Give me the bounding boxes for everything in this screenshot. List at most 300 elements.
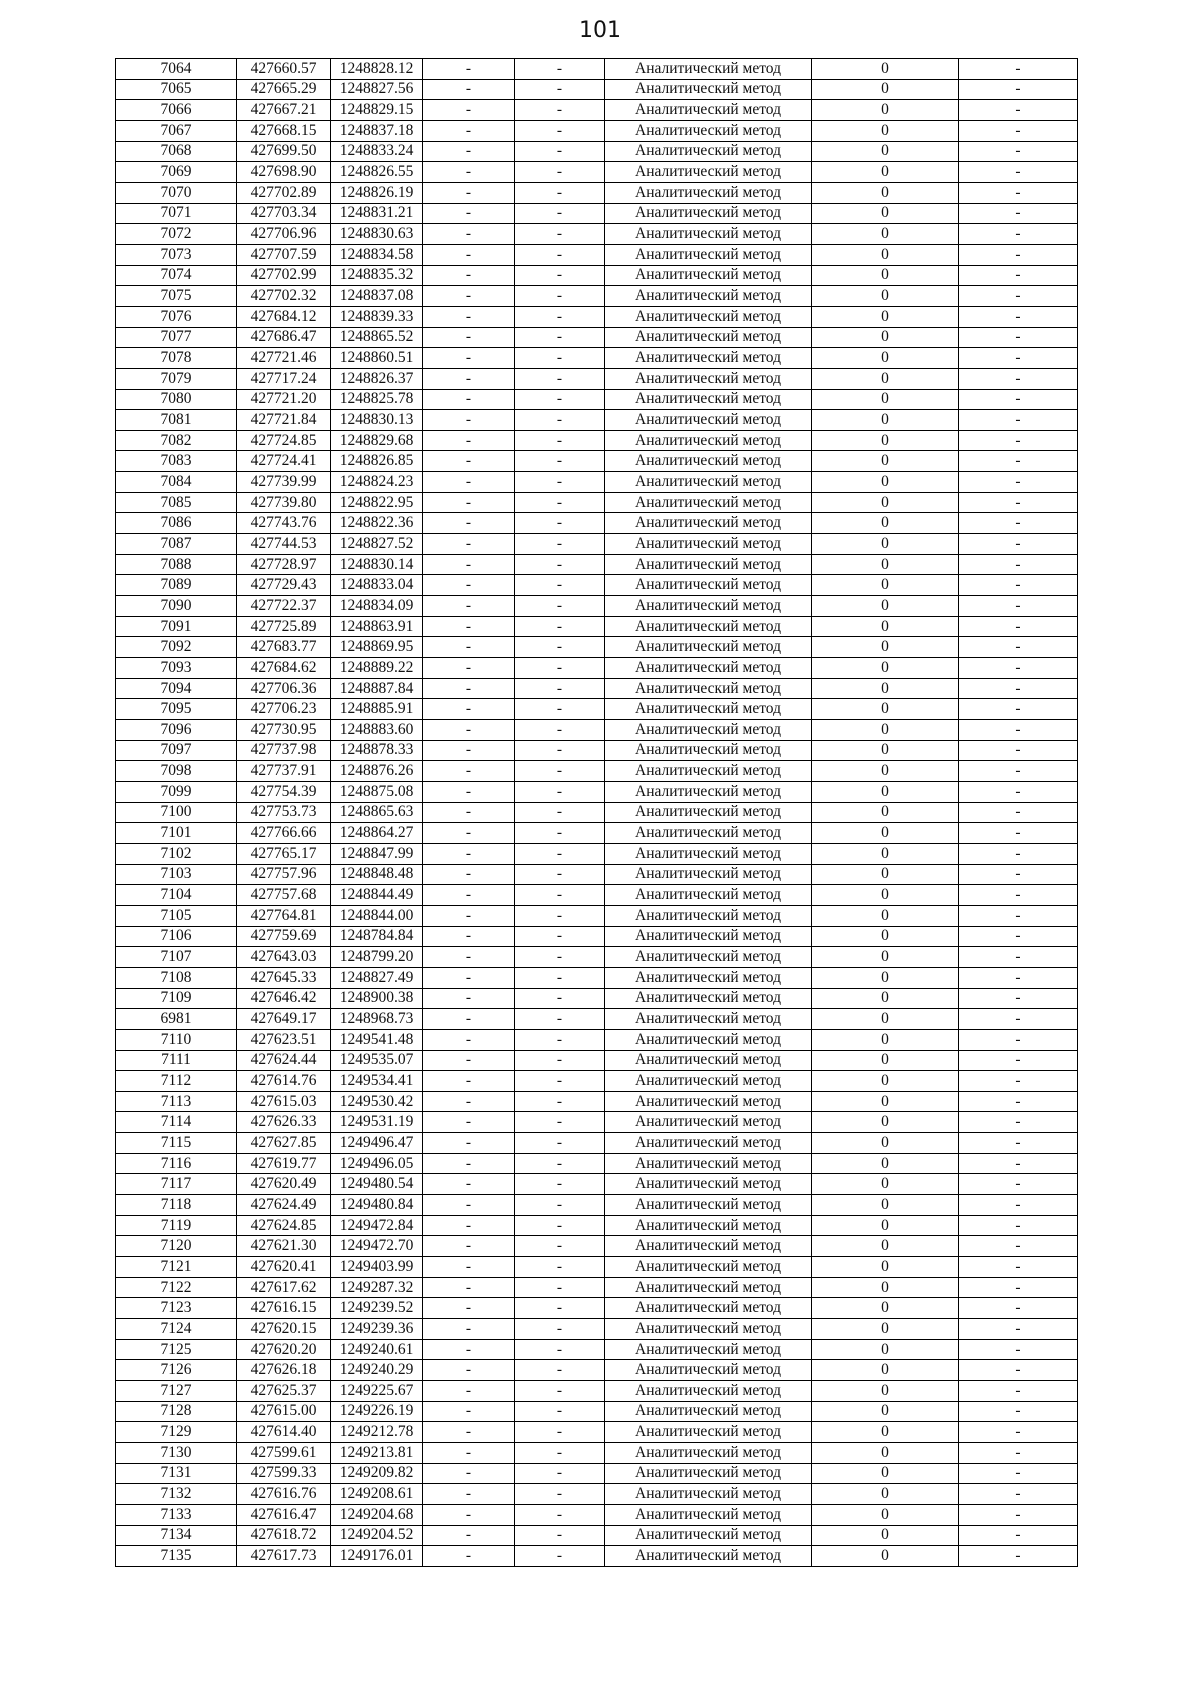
table-row: [116, 513, 1078, 534]
col5-dash-cell: -: [515, 1050, 605, 1071]
col8-dash-cell: -: [959, 286, 1078, 307]
col4-dash-cell: -: [423, 1009, 515, 1030]
col5-dash-cell: -: [515, 224, 605, 245]
y-coordinate-cell: 1248864.27: [331, 823, 423, 844]
y-coordinate-cell: 1248799.20: [331, 947, 423, 968]
method-cell: Аналитический метод: [605, 554, 812, 575]
method-cell: Аналитический метод: [605, 1277, 812, 1298]
point-number-cell: 7073: [116, 244, 237, 265]
point-number-cell: 7127: [116, 1381, 237, 1402]
col5-dash-cell: -: [515, 182, 605, 203]
error-cell: 0: [812, 1112, 959, 1133]
x-coordinate-cell: 427737.98: [237, 740, 331, 761]
table-row: [116, 596, 1078, 617]
x-coordinate-cell: 427703.34: [237, 203, 331, 224]
col4-dash-cell: -: [423, 224, 515, 245]
point-number-cell: 7089: [116, 575, 237, 596]
col5-dash-cell: -: [515, 1360, 605, 1381]
y-coordinate-cell: 1249240.61: [331, 1339, 423, 1360]
point-number-cell: 7078: [116, 348, 237, 369]
error-cell: 0: [812, 1422, 959, 1443]
table-row: [116, 203, 1078, 224]
col4-dash-cell: -: [423, 1071, 515, 1092]
col4-dash-cell: -: [423, 843, 515, 864]
col8-dash-cell: -: [959, 1236, 1078, 1257]
table-row: [116, 1009, 1078, 1030]
y-coordinate-cell: 1248860.51: [331, 348, 423, 369]
y-coordinate-cell: 1248833.04: [331, 575, 423, 596]
point-number-cell: 7133: [116, 1504, 237, 1525]
col4-dash-cell: -: [423, 1298, 515, 1319]
col8-dash-cell: -: [959, 1091, 1078, 1112]
col4-dash-cell: -: [423, 513, 515, 534]
col8-dash-cell: -: [959, 1153, 1078, 1174]
col8-dash-cell: -: [959, 306, 1078, 327]
x-coordinate-cell: 427765.17: [237, 843, 331, 864]
y-coordinate-cell: 1249226.19: [331, 1401, 423, 1422]
method-cell: Аналитический метод: [605, 1319, 812, 1340]
col8-dash-cell: -: [959, 1215, 1078, 1236]
method-cell: Аналитический метод: [605, 141, 812, 162]
col5-dash-cell: -: [515, 534, 605, 555]
col8-dash-cell: -: [959, 1009, 1078, 1030]
col4-dash-cell: -: [423, 1401, 515, 1422]
point-number-cell: 7129: [116, 1422, 237, 1443]
col8-dash-cell: -: [959, 1029, 1078, 1050]
x-coordinate-cell: 427724.85: [237, 430, 331, 451]
col4-dash-cell: -: [423, 781, 515, 802]
point-number-cell: 7118: [116, 1195, 237, 1216]
table-row: [116, 79, 1078, 100]
y-coordinate-cell: 1248844.00: [331, 905, 423, 926]
y-coordinate-cell: 1248829.15: [331, 100, 423, 121]
x-coordinate-cell: 427739.80: [237, 492, 331, 513]
col8-dash-cell: -: [959, 1484, 1078, 1505]
x-coordinate-cell: 427620.15: [237, 1319, 331, 1340]
col5-dash-cell: -: [515, 885, 605, 906]
method-cell: Аналитический метод: [605, 513, 812, 534]
point-number-cell: 7076: [116, 306, 237, 327]
x-coordinate-cell: 427754.39: [237, 781, 331, 802]
method-cell: Аналитический метод: [605, 451, 812, 472]
y-coordinate-cell: 1248835.32: [331, 265, 423, 286]
method-cell: Аналитический метод: [605, 1071, 812, 1092]
col5-dash-cell: -: [515, 59, 605, 80]
table-row: [116, 1112, 1078, 1133]
table-row: [116, 864, 1078, 885]
col8-dash-cell: -: [959, 1339, 1078, 1360]
table-row: [116, 699, 1078, 720]
y-coordinate-cell: 1249472.84: [331, 1215, 423, 1236]
col8-dash-cell: -: [959, 1360, 1078, 1381]
method-cell: Аналитический метод: [605, 864, 812, 885]
table-row: [116, 265, 1078, 286]
x-coordinate-cell: 427619.77: [237, 1153, 331, 1174]
y-coordinate-cell: 1248844.49: [331, 885, 423, 906]
point-number-cell: 7092: [116, 637, 237, 658]
point-number-cell: 7067: [116, 120, 237, 141]
table-row: [116, 244, 1078, 265]
x-coordinate-cell: 427625.37: [237, 1381, 331, 1402]
y-coordinate-cell: 1248883.60: [331, 720, 423, 741]
table-row: [116, 720, 1078, 741]
point-number-cell: 7122: [116, 1277, 237, 1298]
x-coordinate-cell: 427627.85: [237, 1133, 331, 1154]
y-coordinate-cell: 1249496.47: [331, 1133, 423, 1154]
col4-dash-cell: -: [423, 699, 515, 720]
col5-dash-cell: -: [515, 637, 605, 658]
y-coordinate-cell: 1248824.23: [331, 472, 423, 493]
method-cell: Аналитический метод: [605, 100, 812, 121]
x-coordinate-cell: 427616.76: [237, 1484, 331, 1505]
error-cell: 0: [812, 1504, 959, 1525]
x-coordinate-cell: 427599.33: [237, 1463, 331, 1484]
method-cell: Аналитический метод: [605, 120, 812, 141]
y-coordinate-cell: 1248865.63: [331, 802, 423, 823]
point-number-cell: 7074: [116, 265, 237, 286]
error-cell: 0: [812, 781, 959, 802]
col8-dash-cell: -: [959, 1525, 1078, 1546]
col4-dash-cell: -: [423, 286, 515, 307]
col8-dash-cell: -: [959, 182, 1078, 203]
x-coordinate-cell: 427699.50: [237, 141, 331, 162]
col4-dash-cell: -: [423, 327, 515, 348]
table-row: [116, 1463, 1078, 1484]
col4-dash-cell: -: [423, 616, 515, 637]
table-row: [116, 947, 1078, 968]
x-coordinate-cell: 427706.36: [237, 678, 331, 699]
point-number-cell: 7071: [116, 203, 237, 224]
y-coordinate-cell: 1249541.48: [331, 1029, 423, 1050]
col8-dash-cell: -: [959, 781, 1078, 802]
table-row: [116, 389, 1078, 410]
col4-dash-cell: -: [423, 451, 515, 472]
col5-dash-cell: -: [515, 244, 605, 265]
table-row: [116, 1133, 1078, 1154]
x-coordinate-cell: 427626.33: [237, 1112, 331, 1133]
point-number-cell: 7106: [116, 926, 237, 947]
point-number-cell: 7077: [116, 327, 237, 348]
col5-dash-cell: -: [515, 1442, 605, 1463]
col4-dash-cell: -: [423, 492, 515, 513]
table-row: [116, 1029, 1078, 1050]
point-number-cell: 7108: [116, 967, 237, 988]
col8-dash-cell: -: [959, 348, 1078, 369]
point-number-cell: 7064: [116, 59, 237, 80]
col8-dash-cell: -: [959, 1381, 1078, 1402]
x-coordinate-cell: 427722.37: [237, 596, 331, 617]
point-number-cell: 7124: [116, 1319, 237, 1340]
col4-dash-cell: -: [423, 162, 515, 183]
x-coordinate-cell: 427743.76: [237, 513, 331, 534]
point-number-cell: 7099: [116, 781, 237, 802]
col5-dash-cell: -: [515, 1484, 605, 1505]
col4-dash-cell: -: [423, 1463, 515, 1484]
method-cell: Аналитический метод: [605, 1091, 812, 1112]
x-coordinate-cell: 427626.18: [237, 1360, 331, 1381]
col5-dash-cell: -: [515, 1319, 605, 1340]
method-cell: Аналитический метод: [605, 59, 812, 80]
table-row: [116, 410, 1078, 431]
x-coordinate-cell: 427660.57: [237, 59, 331, 80]
x-coordinate-cell: 427624.44: [237, 1050, 331, 1071]
table-row: [116, 430, 1078, 451]
error-cell: 0: [812, 182, 959, 203]
x-coordinate-cell: 427665.29: [237, 79, 331, 100]
col4-dash-cell: -: [423, 967, 515, 988]
method-cell: Аналитический метод: [605, 492, 812, 513]
error-cell: 0: [812, 720, 959, 741]
y-coordinate-cell: 1248822.95: [331, 492, 423, 513]
col5-dash-cell: -: [515, 79, 605, 100]
col5-dash-cell: -: [515, 1112, 605, 1133]
point-number-cell: 6981: [116, 1009, 237, 1030]
page-number: 101: [579, 18, 621, 43]
col4-dash-cell: -: [423, 59, 515, 80]
col8-dash-cell: -: [959, 1463, 1078, 1484]
col5-dash-cell: -: [515, 1504, 605, 1525]
col5-dash-cell: -: [515, 843, 605, 864]
error-cell: 0: [812, 368, 959, 389]
table-row: [116, 348, 1078, 369]
point-number-cell: 7088: [116, 554, 237, 575]
table-row: [116, 1422, 1078, 1443]
x-coordinate-cell: 427702.89: [237, 182, 331, 203]
y-coordinate-cell: 1248968.73: [331, 1009, 423, 1030]
col5-dash-cell: -: [515, 410, 605, 431]
method-cell: Аналитический метод: [605, 678, 812, 699]
col4-dash-cell: -: [423, 1050, 515, 1071]
col4-dash-cell: -: [423, 120, 515, 141]
point-number-cell: 7065: [116, 79, 237, 100]
table-row: [116, 1484, 1078, 1505]
col4-dash-cell: -: [423, 926, 515, 947]
col4-dash-cell: -: [423, 554, 515, 575]
method-cell: Аналитический метод: [605, 244, 812, 265]
error-cell: 0: [812, 1174, 959, 1195]
x-coordinate-cell: 427753.73: [237, 802, 331, 823]
table-row: [116, 100, 1078, 121]
col4-dash-cell: -: [423, 988, 515, 1009]
y-coordinate-cell: 1249239.52: [331, 1298, 423, 1319]
col5-dash-cell: -: [515, 1463, 605, 1484]
x-coordinate-cell: 427702.99: [237, 265, 331, 286]
y-coordinate-cell: 1248848.48: [331, 864, 423, 885]
method-cell: Аналитический метод: [605, 1484, 812, 1505]
table-row: [116, 1050, 1078, 1071]
y-coordinate-cell: 1248827.56: [331, 79, 423, 100]
table-row: [116, 823, 1078, 844]
col8-dash-cell: -: [959, 905, 1078, 926]
method-cell: Аналитический метод: [605, 327, 812, 348]
error-cell: 0: [812, 554, 959, 575]
method-cell: Аналитический метод: [605, 1339, 812, 1360]
error-cell: 0: [812, 596, 959, 617]
col8-dash-cell: -: [959, 368, 1078, 389]
col4-dash-cell: -: [423, 1133, 515, 1154]
col8-dash-cell: -: [959, 162, 1078, 183]
error-cell: 0: [812, 864, 959, 885]
point-number-cell: 7120: [116, 1236, 237, 1257]
col8-dash-cell: -: [959, 720, 1078, 741]
method-cell: Аналитический метод: [605, 182, 812, 203]
col4-dash-cell: -: [423, 348, 515, 369]
method-cell: Аналитический метод: [605, 637, 812, 658]
point-number-cell: 7123: [116, 1298, 237, 1319]
table-row: [116, 1339, 1078, 1360]
y-coordinate-cell: 1248830.13: [331, 410, 423, 431]
x-coordinate-cell: 427623.51: [237, 1029, 331, 1050]
table-row: [116, 327, 1078, 348]
table-row: [116, 368, 1078, 389]
point-number-cell: 7079: [116, 368, 237, 389]
y-coordinate-cell: 1248878.33: [331, 740, 423, 761]
y-coordinate-cell: 1249403.99: [331, 1257, 423, 1278]
method-cell: Аналитический метод: [605, 1401, 812, 1422]
x-coordinate-cell: 427737.91: [237, 761, 331, 782]
error-cell: 0: [812, 1050, 959, 1071]
col4-dash-cell: -: [423, 265, 515, 286]
col8-dash-cell: -: [959, 59, 1078, 80]
point-number-cell: 7095: [116, 699, 237, 720]
point-number-cell: 7128: [116, 1401, 237, 1422]
col4-dash-cell: -: [423, 864, 515, 885]
point-number-cell: 7125: [116, 1339, 237, 1360]
error-cell: 0: [812, 1360, 959, 1381]
x-coordinate-cell: 427620.20: [237, 1339, 331, 1360]
table-row: [116, 1236, 1078, 1257]
point-number-cell: 7097: [116, 740, 237, 761]
y-coordinate-cell: 1248828.12: [331, 59, 423, 80]
point-number-cell: 7103: [116, 864, 237, 885]
method-cell: Аналитический метод: [605, 967, 812, 988]
error-cell: 0: [812, 513, 959, 534]
table-row: [116, 885, 1078, 906]
method-cell: Аналитический метод: [605, 286, 812, 307]
point-number-cell: 7090: [116, 596, 237, 617]
col4-dash-cell: -: [423, 79, 515, 100]
table-row: [116, 802, 1078, 823]
col8-dash-cell: -: [959, 389, 1078, 410]
col5-dash-cell: -: [515, 1071, 605, 1092]
error-cell: 0: [812, 492, 959, 513]
x-coordinate-cell: 427618.72: [237, 1525, 331, 1546]
point-number-cell: 7094: [116, 678, 237, 699]
col4-dash-cell: -: [423, 534, 515, 555]
col8-dash-cell: -: [959, 1112, 1078, 1133]
col4-dash-cell: -: [423, 1546, 515, 1567]
col5-dash-cell: -: [515, 1546, 605, 1567]
error-cell: 0: [812, 1153, 959, 1174]
method-cell: Аналитический метод: [605, 224, 812, 245]
coordinates-table: [115, 58, 1078, 1567]
col4-dash-cell: -: [423, 596, 515, 617]
method-cell: Аналитический метод: [605, 616, 812, 637]
col5-dash-cell: -: [515, 451, 605, 472]
table-row: [116, 1257, 1078, 1278]
col4-dash-cell: -: [423, 1091, 515, 1112]
table-row: [116, 1298, 1078, 1319]
method-cell: Аналитический метод: [605, 1422, 812, 1443]
col5-dash-cell: -: [515, 203, 605, 224]
point-number-cell: 7083: [116, 451, 237, 472]
error-cell: 0: [812, 1401, 959, 1422]
coordinates-table-body: [116, 59, 1078, 1567]
y-coordinate-cell: 1249208.61: [331, 1484, 423, 1505]
error-cell: 0: [812, 616, 959, 637]
y-coordinate-cell: 1248834.09: [331, 596, 423, 617]
table-row: [116, 162, 1078, 183]
error-cell: 0: [812, 1525, 959, 1546]
method-cell: Аналитический метод: [605, 947, 812, 968]
method-cell: Аналитический метод: [605, 306, 812, 327]
col4-dash-cell: -: [423, 658, 515, 679]
table-row: [116, 182, 1078, 203]
y-coordinate-cell: 1248827.52: [331, 534, 423, 555]
col8-dash-cell: -: [959, 1050, 1078, 1071]
col5-dash-cell: -: [515, 327, 605, 348]
col8-dash-cell: -: [959, 1546, 1078, 1567]
y-coordinate-cell: 1248784.84: [331, 926, 423, 947]
x-coordinate-cell: 427729.43: [237, 575, 331, 596]
col8-dash-cell: -: [959, 141, 1078, 162]
y-coordinate-cell: 1248826.85: [331, 451, 423, 472]
col8-dash-cell: -: [959, 678, 1078, 699]
col8-dash-cell: -: [959, 596, 1078, 617]
error-cell: 0: [812, 658, 959, 679]
error-cell: 0: [812, 1484, 959, 1505]
method-cell: Аналитический метод: [605, 348, 812, 369]
col8-dash-cell: -: [959, 492, 1078, 513]
point-number-cell: 7082: [116, 430, 237, 451]
col5-dash-cell: -: [515, 864, 605, 885]
col4-dash-cell: -: [423, 472, 515, 493]
table-row: [116, 1153, 1078, 1174]
y-coordinate-cell: 1248847.99: [331, 843, 423, 864]
y-coordinate-cell: 1248825.78: [331, 389, 423, 410]
col8-dash-cell: -: [959, 472, 1078, 493]
method-cell: Аналитический метод: [605, 1504, 812, 1525]
col4-dash-cell: -: [423, 1112, 515, 1133]
col4-dash-cell: -: [423, 1525, 515, 1546]
col8-dash-cell: -: [959, 1504, 1078, 1525]
y-coordinate-cell: 1248834.58: [331, 244, 423, 265]
x-coordinate-cell: 427759.69: [237, 926, 331, 947]
y-coordinate-cell: 1248837.08: [331, 286, 423, 307]
x-coordinate-cell: 427764.81: [237, 905, 331, 926]
col5-dash-cell: -: [515, 368, 605, 389]
col5-dash-cell: -: [515, 1153, 605, 1174]
col5-dash-cell: -: [515, 306, 605, 327]
col4-dash-cell: -: [423, 637, 515, 658]
point-number-cell: 7112: [116, 1071, 237, 1092]
col8-dash-cell: -: [959, 1277, 1078, 1298]
table-row: [116, 1195, 1078, 1216]
method-cell: Аналитический метод: [605, 265, 812, 286]
y-coordinate-cell: 1248827.49: [331, 967, 423, 988]
y-coordinate-cell: 1249176.01: [331, 1546, 423, 1567]
point-number-cell: 7116: [116, 1153, 237, 1174]
error-cell: 0: [812, 740, 959, 761]
x-coordinate-cell: 427766.66: [237, 823, 331, 844]
method-cell: Аналитический метод: [605, 802, 812, 823]
x-coordinate-cell: 427721.84: [237, 410, 331, 431]
col4-dash-cell: -: [423, 368, 515, 389]
table-row: [116, 616, 1078, 637]
x-coordinate-cell: 427614.76: [237, 1071, 331, 1092]
table-row: [116, 658, 1078, 679]
col4-dash-cell: -: [423, 1257, 515, 1278]
